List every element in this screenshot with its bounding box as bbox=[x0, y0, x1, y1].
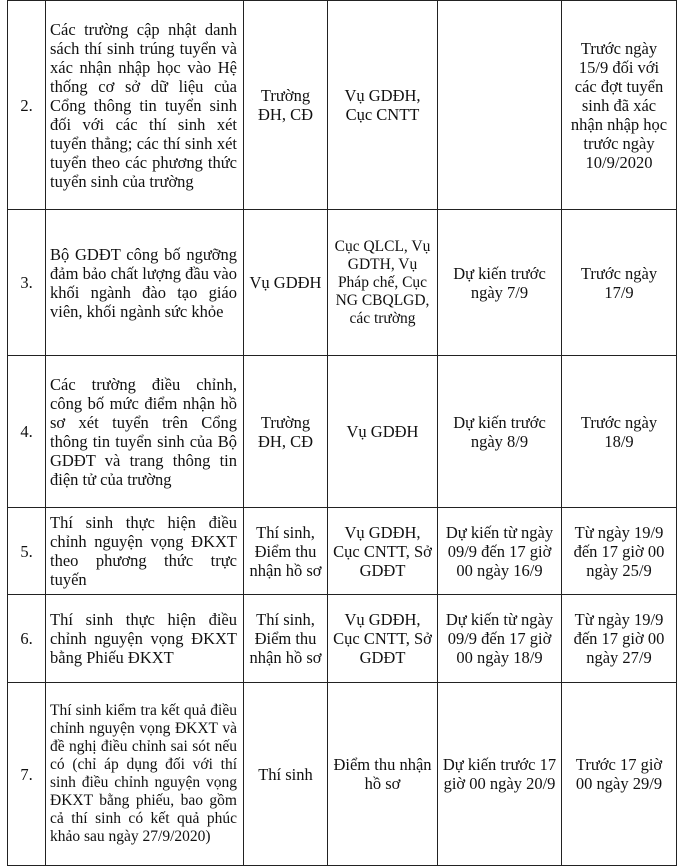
expected-time: Dự kiến trước ngày 8/9 bbox=[438, 356, 562, 508]
task-description: Thí sinh thực hiện điều chỉnh nguyện vọng ĐKXT bằng Phiếu ĐKXT bbox=[46, 595, 244, 683]
expected-time: Dự kiến trước ngày 7/9 bbox=[438, 210, 562, 356]
table-row bbox=[8, 508, 677, 595]
task-description: Các trường cập nhật danh sách thí sinh trúng tuyển và xác nhận nhập học vào Hệ thống cơ sở dữ liệu của Cổng thông tin tuyển sinh đối với các thí sinh xét tuyển thẳng; các thí sinh xét tuyển theo các phương thức tuyển sinh của trường bbox=[46, 1, 244, 210]
lead-unit: Thí sinh, Điểm thu nhận hồ sơ bbox=[244, 595, 328, 683]
deadline: Từ ngày 19/9 đến 17 giờ 00 ngày 25/9 bbox=[562, 508, 677, 595]
task-description: Thí sinh thực hiện điều chỉnh nguyện vọng ĐKXT theo phương thức trực tuyến bbox=[46, 508, 244, 595]
row-number: 4. bbox=[8, 356, 46, 508]
coordinating-unit: Vụ GDĐH bbox=[328, 356, 438, 508]
table-row bbox=[8, 356, 677, 508]
row-number: 6. bbox=[8, 595, 46, 683]
coordinating-unit: Vụ GDĐH, Cục CNTT, Sở GDĐT bbox=[328, 595, 438, 683]
deadline: Trước ngày 17/9 bbox=[562, 210, 677, 356]
row-number: 2. bbox=[8, 1, 46, 210]
task-description: Bộ GDĐT công bố ngưỡng đảm bảo chất lượng đầu vào khối ngành đào tạo giáo viên, khối ngành sức khỏe bbox=[46, 210, 244, 356]
lead-unit: Thí sinh bbox=[244, 683, 328, 866]
lead-unit: Vụ GDĐH bbox=[244, 210, 328, 356]
expected-time: Dự kiến từ ngày 09/9 đến 17 giờ 00 ngày 18/9 bbox=[438, 595, 562, 683]
deadline: Từ ngày 19/9 đến 17 giờ 00 ngày 27/9 bbox=[562, 595, 677, 683]
deadline: Trước ngày 18/9 bbox=[562, 356, 677, 508]
expected-time: Dự kiến từ ngày 09/9 đến 17 giờ 00 ngày 16/9 bbox=[438, 508, 562, 595]
coordinating-unit: Cục QLCL, Vụ GDTH, Vụ Pháp chế, Cục NG CBQLGD, các trường bbox=[328, 210, 438, 356]
row-number: 7. bbox=[8, 683, 46, 866]
lead-unit: Trường ĐH, CĐ bbox=[244, 356, 328, 508]
task-description: Thí sinh kiểm tra kết quả điều chỉnh nguyện vọng ĐKXT và đề nghị điều chỉnh sai sót nếu có (chỉ áp dụng đối với thí sinh điều chỉnh nguyện vọng ĐKXT bằng phiếu, bao gồm cả thí sinh có kết quả phúc khảo sau ngày 27/9/2020) bbox=[46, 683, 244, 866]
coordinating-unit: Vụ GDĐH, Cục CNTT bbox=[328, 1, 438, 210]
task-description: Các trường điều chỉnh, công bố mức điểm nhận hồ sơ xét tuyển trên Cổng thông tin tuyển sinh của Bộ GDĐT và trang thông tin điện tử của trường bbox=[46, 356, 244, 508]
row-number: 5. bbox=[8, 508, 46, 595]
lead-unit: Thí sinh, Điểm thu nhận hồ sơ bbox=[244, 508, 328, 595]
table-row bbox=[8, 595, 677, 683]
table-row bbox=[8, 1, 677, 210]
table-row bbox=[8, 683, 677, 866]
row-number: 3. bbox=[8, 210, 46, 356]
expected-time: Dự kiến trước 17 giờ 00 ngày 20/9 bbox=[438, 683, 562, 866]
deadline: Trước 17 giờ 00 ngày 29/9 bbox=[562, 683, 677, 866]
coordinating-unit: Điểm thu nhận hồ sơ bbox=[328, 683, 438, 866]
deadline: Trước ngày 15/9 đối với các đợt tuyển sinh đã xác nhận nhập học trước ngày 10/9/2020 bbox=[562, 1, 677, 210]
coordinating-unit: Vụ GDĐH, Cục CNTT, Sở GDĐT bbox=[328, 508, 438, 595]
schedule-table bbox=[7, 0, 677, 866]
table-row bbox=[8, 210, 677, 356]
lead-unit: Trường ĐH, CĐ bbox=[244, 1, 328, 210]
expected-time bbox=[438, 1, 562, 210]
